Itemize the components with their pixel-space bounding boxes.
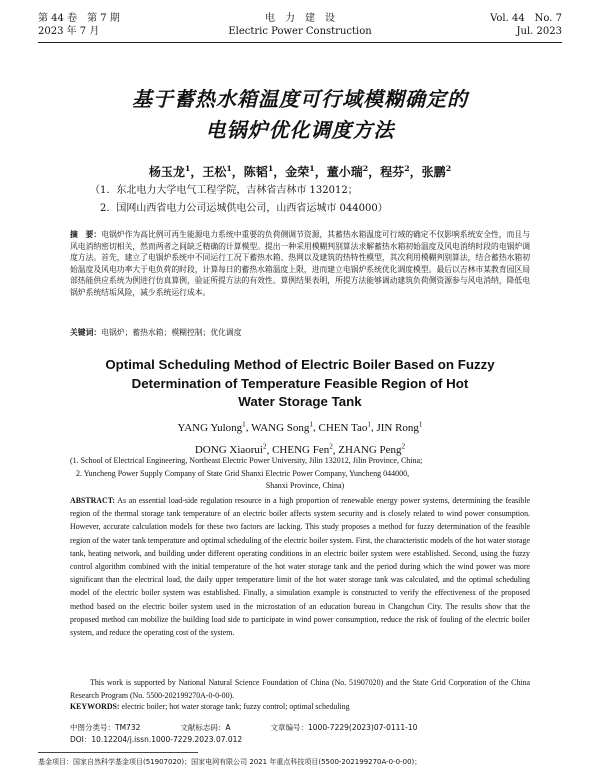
chinese-abstract-text: 电锅炉作为高比例可再生能源电力系统中重要的负荷侧调节资源，其蓄热水箱温度可行域的确定不仅影响系统安全性，而且与风电消纳密切相关，然而两者之间缺乏精确的计算模型。提出一种采用模糊判别算法求解蓄热水箱初始温度及风电消纳时段的电锅炉调度方法。首先，建立了电锅炉系统中不同运行工况下蓄热水箱、热网以及建筑的热特性模型，其次利用模糊判别算法，结合蓄热水箱初始温度及风电功率大于电负荷的时段，计算每日的蓄热水箱温度上限，进而建立电锅炉系统优化调度模型。最后以吉林市某教育园区局部热能供应系统为例进行仿真算例，验证所提方法的有效性。算例结果表明，所提方法能够调动建筑负荷侧资源参与风电消纳，降低电锅炉系统结垢风险，减少系统运行成本。 (70, 230, 531, 297)
header-divider (38, 42, 562, 43)
english-affiliation-3: Shanxi Province, China) (265, 481, 345, 490)
funding-statement: This work is supported by National Natural Science Foundation of China (No. 51907020) and the State Grid Corporation of the China Research Program (No. 5500-202199270A-0-0-00). (70, 678, 530, 700)
english-authors-line-1: YANG Yulong$^1$, WANG Song$^1$, CHEN Tao$^1$, JIN Rong$^1$ (177, 420, 423, 434)
author-affiliation-mark: 2 (263, 442, 267, 451)
document-code: 文献标志码：A (180, 723, 231, 732)
author-en2-2: ZHANG Peng$^2$ (338, 442, 406, 457)
author-en1-3: JIN Rong$^1$ (376, 420, 423, 434)
author-affiliation-mark: 2 (404, 164, 410, 173)
author-affiliation-mark: 2 (401, 442, 406, 451)
author-affiliation-mark: 1 (309, 420, 314, 428)
chinese-affiliation-1: （1．东北电力大学电气工程学院，吉林省吉林市 132012； (90, 185, 358, 196)
chinese-title (38, 84, 562, 146)
english-abstract-label: ABSTRACT: (70, 496, 116, 505)
author-cn-0: 杨玉龙$^1$ (148, 164, 191, 179)
author-affiliation-mark: 1 (267, 164, 274, 173)
author-affiliation-mark: 1 (226, 164, 232, 173)
author-affiliation-mark: 2 (445, 164, 452, 173)
author-en1-1: WANG Song$^1$ (251, 420, 314, 434)
journal-name-cn: 电 力 建 设 (265, 13, 335, 24)
english-authors-line-2: DONG Xiaorui$^2$, CHENG Fen$^2$, ZHANG Peng$^2$ (194, 442, 406, 457)
article-metadata (70, 722, 530, 746)
author-en2-0: DONG Xiaorui$^2$ (194, 442, 267, 457)
volume-issue-cn: 第 44 卷 第 7 期 (38, 13, 120, 24)
chinese-abstract (70, 229, 530, 298)
english-affiliation-1: (1. School of Electrical Engineering, Northeast Electric Power University, Jilin 132012, Jilin Province, China; (70, 456, 423, 465)
author-affiliation-mark: 1 (242, 420, 246, 428)
article-number: 文章编号：1000-7229(2023)07-0111-10 (270, 723, 418, 732)
english-abstract (70, 494, 530, 639)
funding-footnote: 基金项目：国家自然科学基金项目(51907020)；国家电网有限公司 2021 年重点科技项目(5500-202199270A-0-0-00)； (38, 758, 422, 766)
english-title-line-3: Water Storage Tank (238, 394, 362, 409)
english-title-line-2: Determination of Temperature Feasible Region of Hot (131, 375, 469, 391)
author-affiliation-mark: 1 (418, 420, 423, 428)
author-cn-6: 张鹏$^2$ (421, 164, 452, 179)
chinese-title-line-2: 电锅炉优化调度方法 (205, 118, 395, 142)
author-affiliation-mark: 1 (184, 164, 191, 173)
author-affiliation-mark: 1 (309, 164, 315, 173)
doi: DOI：10.12204/j.issn.1000-7229.2023.07.012 (70, 735, 243, 744)
chinese-keywords-text: 电锅炉；蓄热水箱；模糊控制；优化调度 (101, 328, 242, 337)
author-en1-2: CHEN Tao$^1$ (318, 420, 371, 434)
author-cn-5: 程芬$^2$ (380, 164, 410, 179)
chinese-authors: 杨玉龙$^1$，王松$^1$，陈韬$^1$，金荣$^1$，董小瑞$^2$，程芬$^2$，张鹏$^2$ (148, 164, 452, 179)
header-right (490, 12, 562, 38)
chinese-abstract-label: 摘 要： (70, 230, 102, 239)
volume-issue-en: Vol. 44 No. 7 (490, 13, 562, 24)
author-cn-4: 董小瑞$^2$ (326, 164, 369, 179)
author-en1-0: YANG Yulong$^1$ (177, 420, 246, 434)
date-cn: 2023 年 7 月 (38, 26, 100, 37)
english-keywords (70, 702, 530, 711)
clc-number: 中图分类号：TM732 (70, 723, 141, 732)
chinese-affiliations (90, 182, 510, 218)
chinese-title-line-1: 基于蓄热水箱温度可行域模糊确定的 (132, 87, 468, 111)
date-en: Jul. 2023 (516, 26, 562, 37)
english-abstract-text: As an essential load-side regulation resource in a high proportion of renewable energy power systems, determining the feasible region of the thermal storage tank temperature of an electric boiler affects system security and is closely related to wind power consumption. However, accurate calculation models for these two factors are lacking. This study proposes a method for fuzzy determination of the feasible region of the water tank temperature and optimal scheduling of the electric boiler system. First, the characteristic models of the hot water storage tank, heating network, and building under different operating conditions in an electric boiler system were established. Second, using the fuzzy control algorithm combined with the initial temperature of the hot water storage tank and the period during which the wind power was more significant than the electrical load, the daily upper temperature limit of the hot water storage tank was calculated, and the optimal scheduling model of the electric boiler system was established. Finally, a simulation example is constructed to verify the effectiveness of the proposed method based on the electric boiler system used in the microstation of an education bureau in Changchun City. The results show that the proposed method can mobilize the building load side to participate in wind power consumption, reduce the risk of fouling of the electric boiler system, and reduce the operating cost of the system. (70, 496, 530, 638)
author-affiliation-mark: 1 (367, 420, 371, 428)
chinese-keywords (70, 327, 530, 338)
english-affiliations (70, 455, 540, 493)
author-cn-3: 金荣$^1$ (285, 164, 315, 179)
metadata-row (70, 722, 530, 734)
english-affiliation-2: 2. Yuncheng Power Supply Company of State Grid Shanxi Electric Power Company, Yuncheng 044000, (76, 468, 410, 478)
english-title-line-1: Optimal Scheduling Method of Electric Boiler Based on Fuzzy (105, 357, 495, 372)
author-cn-1: 王松$^1$ (202, 164, 232, 179)
author-affiliation-mark: 2 (329, 442, 333, 451)
journal-name-en: Electric Power Construction (228, 26, 372, 37)
running-header (38, 12, 562, 38)
chinese-affiliation-2: 2．国网山西省电力公司运城供电公司，山西省运城市 044000） (100, 203, 388, 214)
english-keywords-label: KEYWORDS: (70, 702, 120, 711)
header-center (38, 12, 562, 38)
author-cn-2: 陈韬$^1$ (243, 164, 274, 179)
author-en2-1: CHENG Fen$^2$ (272, 442, 333, 457)
english-keywords-text: electric boiler; hot water storage tank; fuzzy control; optimal scheduling (121, 702, 350, 711)
author-affiliation-mark: 2 (362, 164, 369, 173)
english-authors (60, 415, 540, 460)
english-title (60, 356, 540, 412)
chinese-keywords-label: 关键词： (70, 328, 102, 337)
footnote-divider (38, 752, 198, 753)
